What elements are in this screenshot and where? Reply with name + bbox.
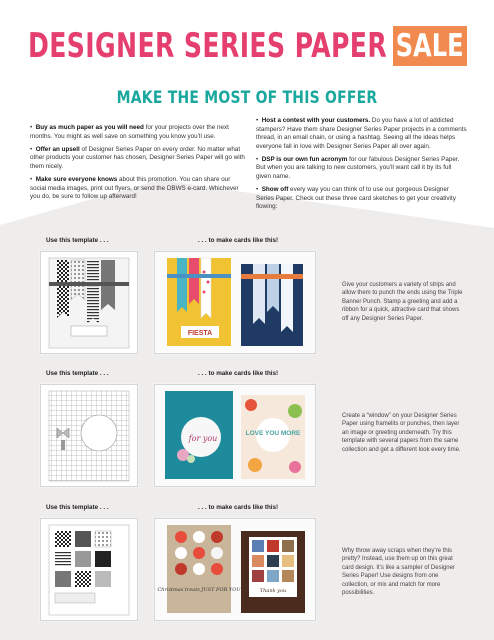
cards-label: . . . to make cards like this! (198, 504, 279, 511)
card-greeting: LOVE YOU MORE (245, 430, 301, 437)
tip-item: • Offer an upsell of Designer Series Paper on every order. No matter what other products your customer has chosen, Designer Series Paper will go with them nicely. (30, 145, 245, 170)
right-tips-column (256, 117, 468, 216)
cards-label: . . . to make cards like this! (198, 237, 279, 244)
tip-item: • DSP is our own fun acronym for our fabulous Designer Series Paper. But when you are talking to new customers, you’ll want call it by its full given name. (256, 155, 460, 181)
sampler-cards-photo (155, 519, 315, 620)
cards-label: . . . to make cards like this! (198, 370, 279, 377)
banner-template-sketch (41, 252, 137, 353)
row-description: Why throw away scraps when they’re this pretty? Instead, use them up on this great card design. It’s like a sampler of Designer Series Paper! Use designs from one collection, or mix and match for more possibilities. (342, 548, 455, 597)
tip-item: • Show off every way you can think of to use our gorgeous Designer Series Paper. Check out these three card sketches to get your creativity flowing: (256, 186, 456, 211)
sale-tag (393, 26, 467, 66)
template-label: Use this template . . . (46, 237, 109, 244)
tip-lead: Host a contest with your customers. (261, 117, 371, 124)
row-description: Give your customers a variety of strips and allow them to punch the ends using the Triple Banner Punch. Stamp a greeting and add a ribbon for a quick, attractive card that shows off any Designer Series Paper. (342, 282, 463, 322)
sampler-template-sketch (41, 519, 137, 620)
template-label: Use this template . . . (46, 504, 109, 511)
tip-text: of Designer Series Paper on every order. No matter what other products your customer has chosen, Designer Series Paper will go with them nicely. (30, 145, 245, 170)
card-greeting: for you (188, 434, 218, 443)
tip-lead: Buy as much paper as you will need (35, 124, 144, 131)
tip-item: • Host a contest with your customers. Do you have a lot of addicted stampers? Have them share Designer Series Paper projects in a comments thread, in an email chain, or using a hashtag. Seeing all the ideas helps everyone fall in love with Designer Series Paper all over again. (256, 117, 467, 150)
tip-text: about this promotion. You can share our social media images, print out flyers, or send the DBWS e-card. Whichever you do, be sure to follow up afterward! (30, 175, 239, 201)
template-label: Use this template . . . (46, 370, 109, 377)
title-text: DESIGNER SERIES PAPER (28, 26, 388, 66)
banner-cards-photo (155, 252, 315, 353)
card-greeting: FIESTA (187, 330, 213, 337)
card-greeting: Christmas treats JUST FOR YOU (157, 587, 241, 593)
subtitle (0, 88, 494, 108)
tip-text: for your projects over the next months. You might as well save on something you know you’ll use. (30, 124, 229, 140)
tip-text: for our fabulous Designer Series Paper. But when you are talking to new customers, you’ll want call it by its full given name. (256, 155, 460, 181)
card-examples (154, 384, 316, 487)
tip-item: • Buy as much paper as you will need for your projects over the next months. You might as well save on something you know you’ll use. (30, 124, 229, 140)
template-thumbnail (40, 251, 138, 354)
tip-lead: Make sure everyone knows (35, 175, 118, 183)
sale-tag-text: SALE (395, 28, 465, 64)
card-examples (154, 518, 316, 621)
subtitle-text: MAKE THE MOST OF THIS OFFER (116, 88, 378, 108)
window-template-sketch (41, 385, 137, 486)
template-thumbnail (40, 518, 138, 621)
tip-text: every way you can think of to use our gorgeous Designer Series Paper. Check out these three card sketches to get your creativity flowing: (256, 186, 456, 211)
left-tips-column (30, 124, 246, 206)
tip-lead: Offer an upsell (35, 145, 80, 153)
tip-item: • Make sure everyone knows about this promotion. You can share our social media images, print out flyers, or send the DBWS e-card. Whichever you do, be sure to follow up afterward! (30, 175, 239, 201)
tip-lead: DSP is our own fun acronym (261, 155, 348, 163)
window-cards-photo (155, 385, 315, 486)
card-greeting: Thank you (259, 588, 287, 594)
card-examples (154, 251, 316, 354)
tip-lead: Show off (261, 186, 289, 194)
tip-text: Do you have a lot of addicted stampers? Have them share Designer Series Paper projects in a comments thread, in an email chain, or using a hashtag. Seeing all the ideas helps everyone fall in love with Designer Series Paper all over again. (256, 117, 467, 150)
template-thumbnail (40, 384, 138, 487)
row-description: Create a “window” on your Designer Series Paper using framelits or punches, then layer an image or greeting underneath. Try this template with several papers from the same collection and get a different look every time. (342, 413, 461, 453)
